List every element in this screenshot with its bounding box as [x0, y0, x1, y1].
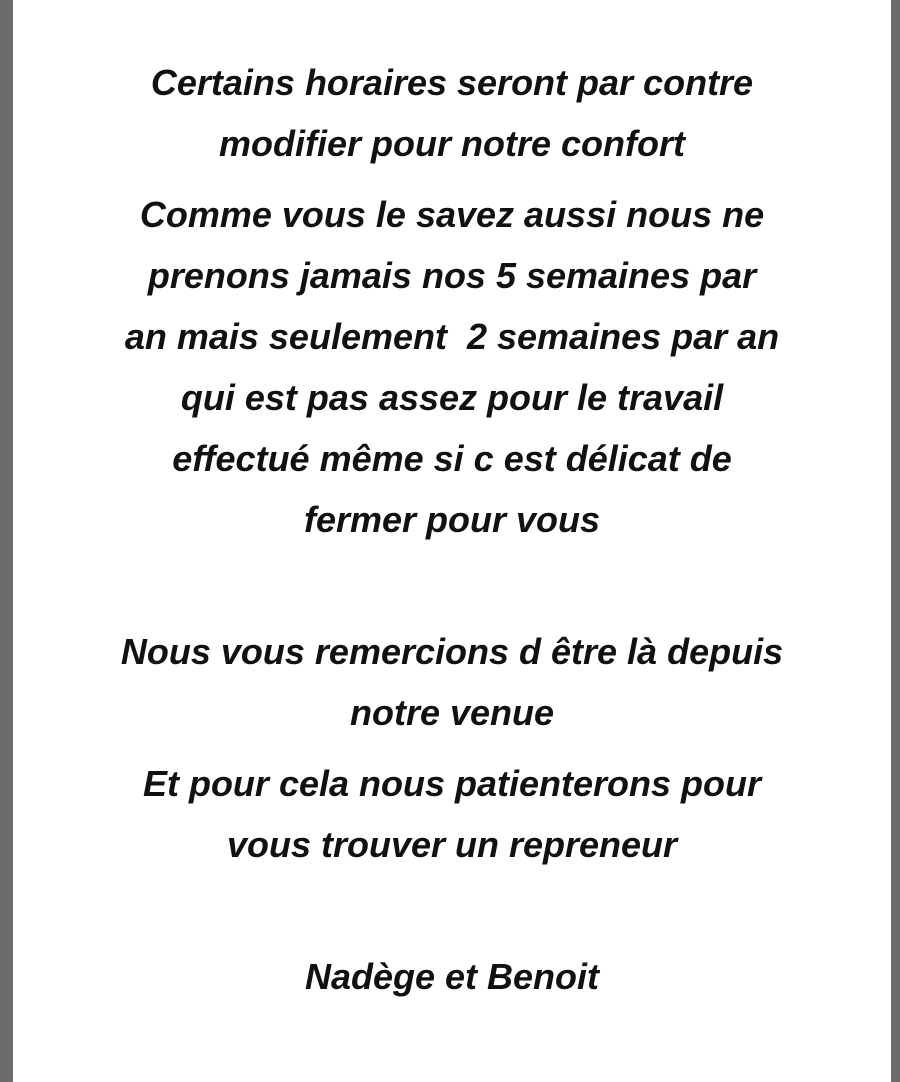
signature-line: Nadège et Benoit [304, 956, 600, 997]
text-line: vous trouver un repreneur [226, 824, 678, 865]
text-line: fermer pour vous [303, 499, 601, 540]
text-line: effectué même si c est délicat de [172, 438, 732, 479]
paragraph-hours-change [13, 52, 891, 174]
text-line: Et pour cela nous patienterons pour [142, 763, 762, 804]
signature [13, 946, 891, 1007]
document-page [13, 0, 891, 1082]
text-line: prenons jamais nos 5 semaines par [147, 255, 757, 296]
text-line: qui est pas assez pour le travail [180, 377, 724, 418]
text-line: modifier pour notre confort [219, 123, 685, 164]
text-line: an mais seulement 2 semaines par an [124, 316, 780, 357]
letter-body [13, 52, 891, 1007]
blank-line [13, 875, 891, 936]
text-line: Certains horaires seront par contre [150, 62, 754, 103]
paragraph-thanks [13, 621, 891, 743]
blank-line [13, 550, 891, 611]
paragraph-holidays [13, 184, 891, 550]
text-line: Nous vous remercions d être là depuis [120, 631, 784, 672]
text-line: notre venue [349, 692, 555, 733]
paragraph-successor [13, 753, 891, 875]
text-line: Comme vous le savez aussi nous ne [139, 194, 765, 235]
